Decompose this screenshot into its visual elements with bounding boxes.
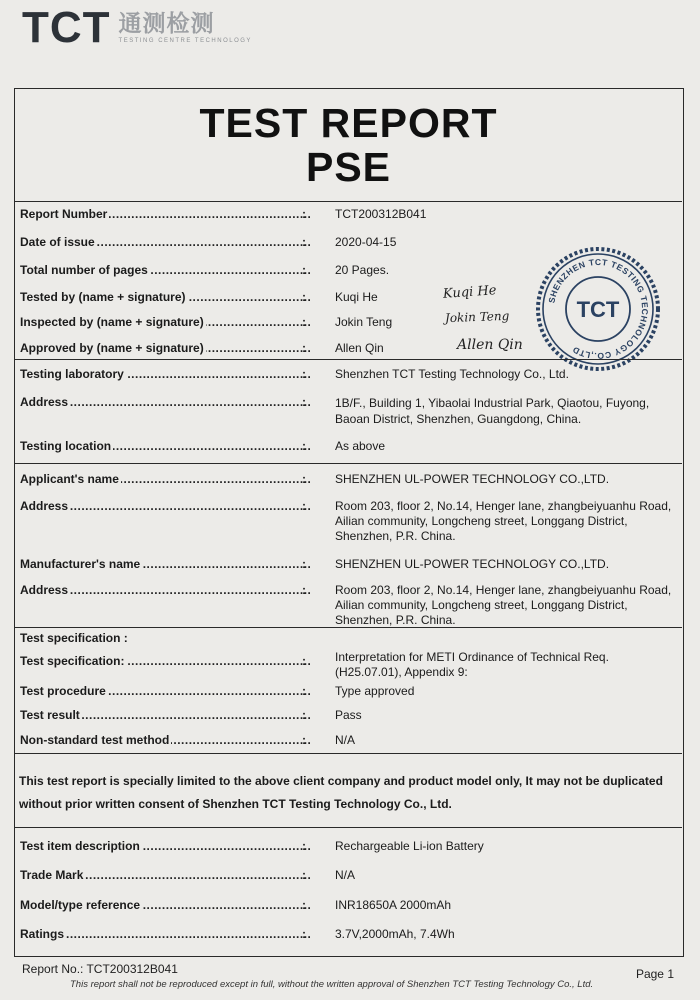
field-value: Room 203, floor 2, No.14, Henger lane, zhangbeiyuanhu Road, Ailian community, Longcheng street, Longgang District, Shenzhen, P.R. China.: [335, 499, 672, 543]
field-value: INR18650A 2000mAh: [335, 898, 452, 912]
test-spec-section: Test specification : Test specification: ..... : Interpretation for METI Ordinance of Technical Req. (H25.07.01), Appendix 9: Test procedure ..... : Type approved Test result ..... : Pass Non-standard test method ..... : N/A: [15, 627, 682, 755]
field-label: Inspected by (name + signature): [20, 315, 204, 329]
company-seal: [536, 247, 660, 371]
field-label: Model/type reference: [20, 898, 141, 912]
logo-english-name: TESTING CENTRE TECHNOLOGY: [118, 38, 252, 44]
field-label: Test item description: [20, 839, 140, 853]
field-value: N/A: [335, 868, 356, 882]
field-value: Room 203, floor 2, No.14, Henger lane, zhangbeiyuanhu Road, Ailian community, Longcheng street, Longgang District, Shenzhen, P.R. China.: [335, 583, 672, 627]
field-label: Applicant's name: [20, 472, 119, 486]
field-label: Address: [20, 583, 69, 597]
field-value: SHENZHEN UL-POWER TECHNOLOGY CO.,LTD.: [335, 557, 610, 571]
laboratory-section: Testing laboratory ..... : Shenzhen TCT Testing Technology Co., Ltd. Address ..... : 1B/F., Building 1, Yibaolai Industrial Park, Qiaotou, Fuyong, Baoan District, Shenzhen, Guangdong, China. Testing location ..... : As above: [15, 359, 682, 464]
field-value: As above: [335, 439, 386, 453]
field-label: Testing location: [20, 439, 112, 453]
report-subtitle: PSE: [305, 144, 392, 190]
field-label: Test procedure: [20, 684, 106, 698]
field-value: Type approved: [335, 684, 415, 698]
footer-page-number: Page 1: [635, 967, 674, 981]
seal-ring-text: SHENZHEN TCT TESTING TECHNOLOGY CO.,LTD: [546, 256, 651, 362]
field-label: Address: [20, 395, 69, 409]
product-section: Test item description ..... : Rechargeable Li-ion Battery Trade Mark ..... : N/A Model/type reference ..... : INR18650A 2000mAh Ratings ..... : 3.7V,2000mAh, 7.4Wh: [15, 827, 682, 956]
report-title: TEST REPORT: [199, 100, 498, 146]
report-info-section: Report Number ..... : TCT200312B041 Date of issue ..... : 2020-04-15 Total number of pages ..... : 20 Pages. Tested by (name + signature) ..... : Kuqi He Inspected by (name + signature) ..... : Jokin Teng Approved by (name + signature) ..... : Allen Qin Kuqi He Jokin Teng Allen Qin: [15, 202, 682, 357]
field-label: Date of issue: [20, 235, 95, 249]
field-label: Tested by (name + signature): [20, 290, 186, 304]
applicant-section: Applicant's name ..... : SHENZHEN UL-POWER TECHNOLOGY CO.,LTD. Address ..... : Room 203, floor 2, No.14, Henger lane, zhangbeiyuanhu Road, Ailian community, Longcheng street, Longgang District, Shenzhen, P.R. China. Manufacturer's name ..... : SHENZHEN UL-POWER TECHNOLOGY CO.,LTD. Address ..... : Room 203, floor 2, No.14, Henger lane, zhangbeiyuanhu Road, Ailian community, Longcheng street, Longgang District, Shenzhen, P.R. China.: [15, 463, 682, 629]
inspected-by-signature: Jokin Teng: [444, 308, 510, 326]
tested-by-signature: Kuqi He: [442, 283, 497, 302]
field-label: Trade Mark: [20, 868, 84, 882]
field-label: Address: [20, 499, 69, 513]
approved-by-signature: Allen Qin: [457, 337, 523, 353]
seal-center-text: TCT: [576, 297, 620, 322]
field-value: Kuqi He: [335, 290, 378, 304]
field-value: TCT200312B041: [335, 207, 427, 221]
field-value: SHENZHEN UL-POWER TECHNOLOGY CO.,LTD.: [335, 472, 610, 486]
field-value: Interpretation for METI Ordinance of Technical Req. (H25.07.01), Appendix 9:: [335, 650, 609, 679]
field-label: Report Number: [20, 207, 108, 221]
field-value: 1B/F., Building 1, Yibaolai Industrial Park, Qiaotou, Fuyong, Baoan District, Shenzhen, Guangdong, China.: [335, 396, 650, 426]
field-label: Approved by (name + signature): [20, 341, 204, 355]
footer-report-number: Report No.: TCT200312B041: [22, 962, 178, 976]
field-value: Rechargeable Li-ion Battery: [335, 839, 484, 853]
field-value: 2020-04-15: [335, 235, 397, 249]
field-value: Allen Qin: [335, 341, 384, 355]
field-value: Shenzhen TCT Testing Technology Co., Ltd.: [335, 367, 569, 381]
field-label: Ratings: [20, 927, 65, 941]
logo-chinese-name: 通测检测: [118, 11, 215, 37]
footer-disclaimer: This report shall not be reproduced except in full, without the written approval of Shenzhen TCT Testing Technology Co., Ltd.: [70, 979, 594, 990]
field-label: Test result: [20, 708, 80, 722]
field-label: Non-standard test method: [20, 733, 170, 747]
field-value: 20 Pages.: [335, 263, 390, 277]
field-label: Test specification:: [20, 654, 125, 668]
field-value: N/A: [335, 733, 356, 747]
field-value: 3.7V,2000mAh, 7.4Wh: [335, 927, 455, 941]
logo-mark: TCT: [22, 3, 111, 52]
company-logo: [22, 3, 252, 52]
report-frame: [14, 88, 684, 957]
notice-section: [15, 753, 682, 829]
notice-text: This test report is specially limited to the above client company and product model only, It may not be duplicated without prior written consent of Shenzhen TCT Testing Technology Co., Ltd.: [19, 774, 663, 811]
field-value: Jokin Teng: [335, 315, 393, 329]
title-block: [15, 89, 682, 202]
field-label: Total number of pages: [20, 263, 148, 277]
field-label: Testing laboratory: [20, 367, 124, 381]
field-value: Pass: [335, 708, 362, 722]
field-label: Manufacturer's name: [20, 557, 141, 571]
